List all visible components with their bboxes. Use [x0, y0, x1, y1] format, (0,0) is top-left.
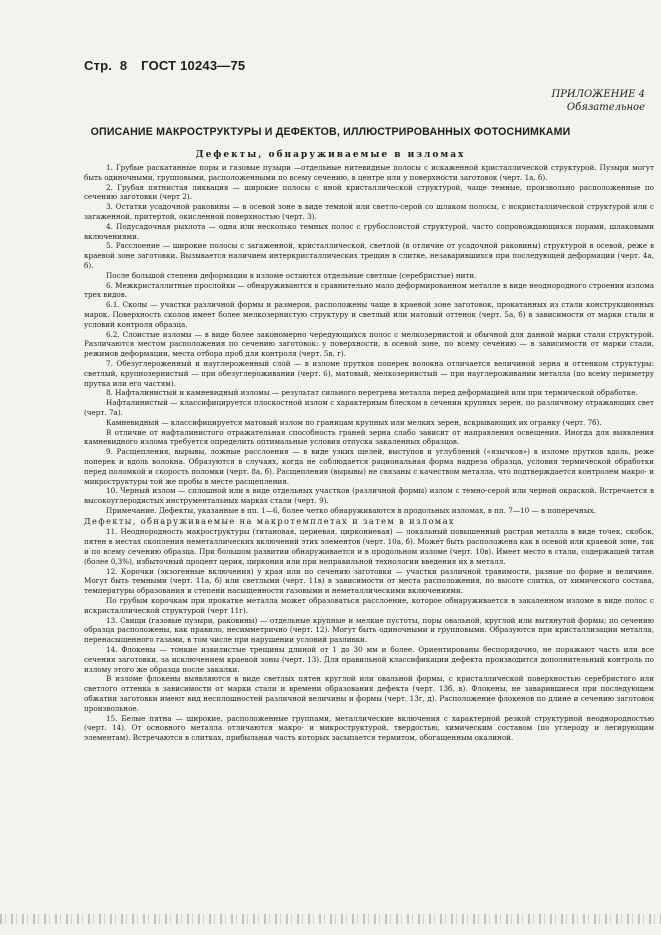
paragraph-12: 12. Корочки (экзогенные включения) у края или по сечению заготовки — участки различной травимости, разные по форме и величине. Могут быть темными (черт. 11а, б) или светлыми (черт. 11в) в зависимости от места расположения, по высоте слитка, от химического состава, температуры образования и степени насыщенности газовыми и неметаллическими включениями. — [84, 566, 654, 596]
paragraph-6: 6. Межкристаллитные прослойки — обнаруживаются в сравнительно мало деформированном металле в виде неоднородного строения излома трех видов. — [84, 280, 654, 300]
paragraph-8: 8. Нафталинистый и камневидный изломы — результат сильного перегрева металла перед деформацией или при термической обработке. — [106, 388, 638, 398]
paragraph-2: 2. Грубая пятнистая ликвация — широкие полосы с иной кристаллической структурой, чаще темные, произвольно расположенные по сечению заготовки (черт 2). — [84, 182, 654, 202]
paragraph-3: 3. Остатки усадочной раковины — в осевой зоне в виде темной или светло-серой со шлаком полосы, с искристаллической структурой или с загаженной, притертой, окисленной поверхностью (черт. 3). — [84, 202, 654, 221]
paragraph-note: Примечание. Дефекты, указанные в пп. 1—6, более четко обнаруживаются в продольных изломах, в пп. 7—10 — в поперечных. — [106, 505, 596, 515]
appendix-block — [551, 88, 645, 114]
paragraph-14: 14. Флокены — тонкие извилистые трещины длиной от 1 до 30 мм и более. Ориентированы беспорядочно, не поражают часть или все сечения заготовки, за исключением краевой зоны (черт. 13). Для правильной классификации дефекта производится дополнительный контроль по излому этого же образца после закалки. — [84, 645, 654, 674]
paragraph-9: 9. Расщепления, вырывы, ложные расслоения — в виде узких щелей, выступов и углублений («язычков») в изломе прутков вдоль, реже поперек и вдоль волокна. Образуются в случаях, когда не соблюдается рациональная форма надреза образца, условия термической обработки перед поломкой и скорость поломки (черт. 8а, б). Расщепления (вырывы) не связаны с качеством металла, что подтверждается контролем макро- и микроструктуры той же пробы в месте расщепления. — [84, 447, 654, 486]
paragraph-6-1: 6.1. Сколы — участки различной формы и размеров, расположены чаще в краевой зоне заготовок, прокатанных из стали конструкционных марок. Поверхность сколов имеет более мелкозернистую структуру и светлый или матовый оттенок (черт. 5а, б) в зависимости от марки стали и условий контроля образца. — [84, 300, 654, 329]
document-body — [84, 163, 654, 743]
paragraph-13: 13. Свищи (газовые пузыри, раковины) — отдельные крупные и мелкие пустоты, поры овальной, круглой или вытянутой формы; по сечению образца расположены, как правило, несимметрично (черт. 12). Могут быть одиночными и групповыми. Образуются при кристаллизации металла, перенасыщенного газами, в том числе при нарушении условий разливки. — [84, 615, 654, 645]
paragraph-1: 1. Грубые раскатанные поры и газовые пузыри —отдельные нитевидные полосы с искаженной кристаллической структурой. Пузыри могут быть одиночными, групповыми, расположенными по всему сечению, в центре или у поверхности заготовок (черт. 1а, б). — [84, 163, 654, 182]
paragraph-4: 4. Подусадочная рыхлота — одна или несколько темных полос с грубослоистой структурой, часто сопровождающихся порами, шлаковыми включениями. — [84, 221, 654, 241]
section-heading-fractures: Дефекты, обнаруживаемые в изломах — [195, 150, 466, 160]
paragraph-7: 7. Обезуглероженный и науглероженный слой — в изломе прутков поперек волокна отличается величиной зерна и оттенком структуры: светлый, крупнозернистый — при обезуглероживании (черт. 6), матовый, мелкозернистый — при науглероживании металла (по всему периметру прутка или его частям). — [84, 358, 654, 388]
paragraph-12b: По грубым корочкам при прокатке металла может образоваться расслоение, которое обнаруживается в закаленном изломе в виде полос с искристаллической структурой (черт 11г). — [84, 596, 654, 615]
paragraph-5: 5. Расслоение — широкие полосы с загаженной, кристаллической, светлой (в отличие от усадочной раковины) структурой в осевой, реже в краевой зоне заготовки. Вызывается наличием интеркристаллических трещин в слитке, незаварившихся при последующей деформации (черт. 4а, б). — [84, 241, 654, 270]
paragraph-14b: В изломе флокены выявляются в виде светлых пятен круглой или овальной формы, с кристаллической поверхностью серебристого или светлого оттенка в зависимости от марки стали и времени образования дефекта (черт. 13б, в). Флокены, не заварившиеся при последующем обжатии заготовки имеют вид несплошностей различной величины и формы (черт. 13г, д). Расположение флокенов по длине и сечению заготовок произвольное. — [84, 674, 654, 713]
paragraph-8c: В отличие от нафталинистого отражательная способность граней зерна слабо зависит от направления освещения. Иногда для выявления камневидного излома требуется определить оптимальные условия отпуска закаленных образцов. — [84, 427, 654, 447]
section-heading-macrotemplates: Дефекты, обнаруживаемые на макротемплетах и затем в изломах — [84, 515, 455, 526]
appendix-status: Обязательное — [566, 102, 645, 113]
scan-edge-artifact — [0, 914, 661, 924]
document-title: ОПИСАНИЕ МАКРОСТРУКТУРЫ И ДЕФЕКТОВ, ИЛЛЮСТРИРОВАННЫХ ФОТОСНИМКАМИ — [90, 126, 571, 138]
paragraph-8b: Камневидный — классифицируется матовый излом по границам крупных или мелких зерен, вскрывающих их огранку (черт. 7б). — [106, 417, 602, 427]
paragraph-8a: Нафталинистый — классифицируется плоскостной излом с характерным блеском в сечении крупных зерен, по различному отражающих свет (черт. 7а). — [84, 398, 654, 417]
appendix-label: ПРИЛОЖЕНИЕ 4 — [551, 89, 645, 100]
paragraph-5b: После большой степени деформации в изломе остаются отдельные светлые (серебристые) нити. — [106, 270, 477, 280]
paragraph-10: 10. Черный излом — сплошной или в виде отдельных участков (различной формы) излом с темно-серой или черной окраской. Встречается в высокоуглеродистых инструментальных марках стали (черт. 9). — [84, 486, 654, 506]
page-header — [84, 58, 245, 73]
paragraph-6-2: 6.2. Слоистые изломы — в виде более закономерно чередующихся полос с мелкозернистой и обычной для данной марки стали структурой. Различаются местом расположения по сечению заготовок: у поверхности, в осевой зоне, по всему сечению — в зависимости от марки стали, режимов деформации, места отбора проб для контроля (черт. 5в, г). — [84, 329, 654, 359]
page-label: Стр. — [84, 58, 113, 73]
paragraph-15: 15. Белые пятна — широкие, расположенные группами, металлические включения с характерной резкой структурной неоднородностью (черт. 14). От основного металла отличаются макро- и микроструктурой, твердостью, химическим составом (по углероду и легирующим элементам). Встречаются в слитках, прибыльная часть которых засыпается термитом, обогащенным окалиной. — [84, 713, 654, 743]
standard-code: ГОСТ 10243—75 — [141, 58, 246, 73]
page-number: 8 — [119, 58, 128, 73]
paragraph-11: 11. Неоднородность макроструктуры (титановая, цериевая, циркониевая) — локальный повышенный растрав металла в виде точек, скобок, пятен в местах скопления неметаллических включений этих элементов (черт. 10а, б). Может быть расположена как в осевой или краевой зоне, так и по всему сечению образца. При большом развитии обнаруживается и в продольном изломе (черт. 10в). Имеет место в стали, содержащей титан (более 0,3%), избыточный процент церия, циркония или при неправильной технологии введения их в металл. — [84, 527, 654, 566]
